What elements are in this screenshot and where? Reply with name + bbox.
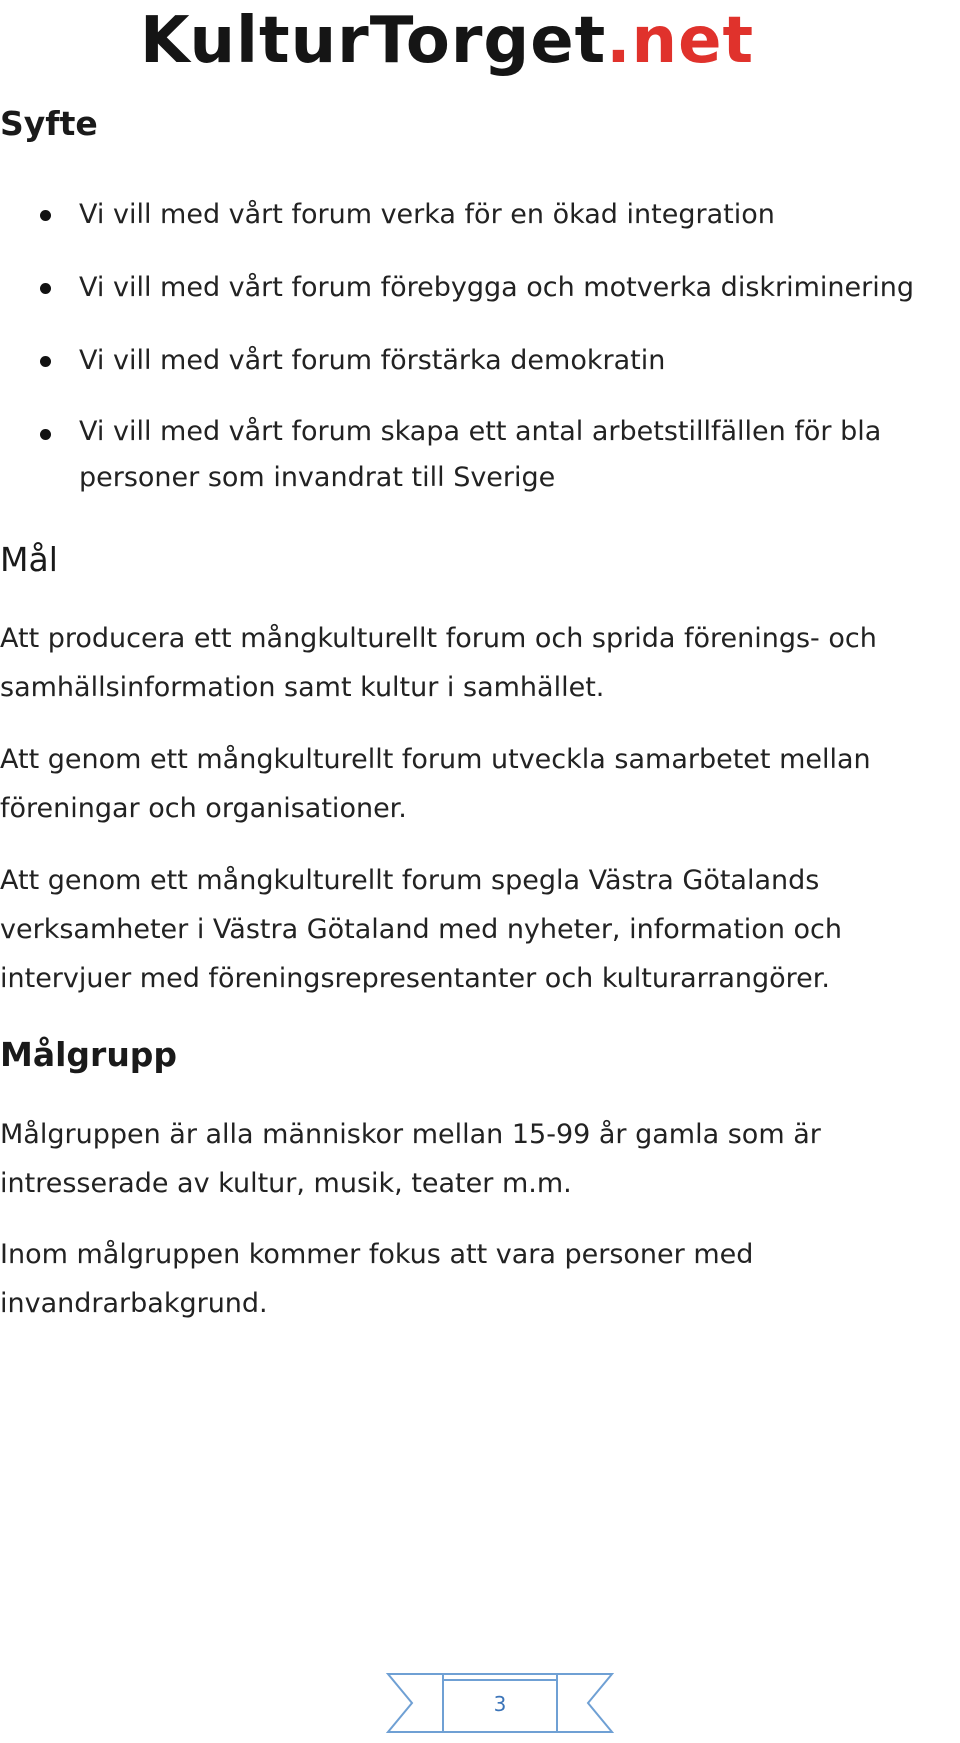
- mal-paragraph: Att producera ett mångkulturellt forum och sprida förenings- och samhällsinformation samt kultur i samhället.: [0, 623, 877, 703]
- kulturtorget-logo: [140, 4, 840, 78]
- list-item: Vi vill med vårt forum förebygga och motverka diskriminering: [0, 263, 960, 313]
- malgrupp-paragraph: Målgruppen är alla människor mellan 15-99 år gamla som är intresserade av kultur, musik, teater m.m.: [0, 1119, 821, 1199]
- mal-paragraph: Att genom ett mångkulturellt forum spegla Västra Götalands verksamheter i Västra Götaland med nyheter, information och intervjuer med föreningsrepresentanter och kulturarrangörer.: [0, 865, 842, 994]
- syfte-bullet-list: [0, 190, 960, 501]
- heading-malgrupp: Målgrupp: [0, 1035, 178, 1074]
- list-item: Vi vill med vårt forum skapa ett antal arbetstillfällen för bla personer som invandrat till Sverige: [0, 409, 959, 501]
- heading-mal: Mål: [0, 540, 58, 579]
- list-item: Vi vill med vårt forum verka för en ökad integration: [0, 190, 960, 240]
- heading-syfte: Syfte: [0, 104, 98, 143]
- malgrupp-paragraph: Inom målgruppen kommer fokus att vara personer med invandrarbakgrund.: [0, 1239, 754, 1319]
- page-number: 3: [493, 1692, 507, 1716]
- mal-paragraph: Att genom ett mångkulturellt forum utveckla samarbetet mellan föreningar och organisationer.: [0, 744, 871, 824]
- list-item: Vi vill med vårt forum förstärka demokratin: [0, 336, 960, 386]
- logo-main-text: KulturTorget: [140, 4, 607, 78]
- logo-suffix-text: .net: [606, 4, 755, 78]
